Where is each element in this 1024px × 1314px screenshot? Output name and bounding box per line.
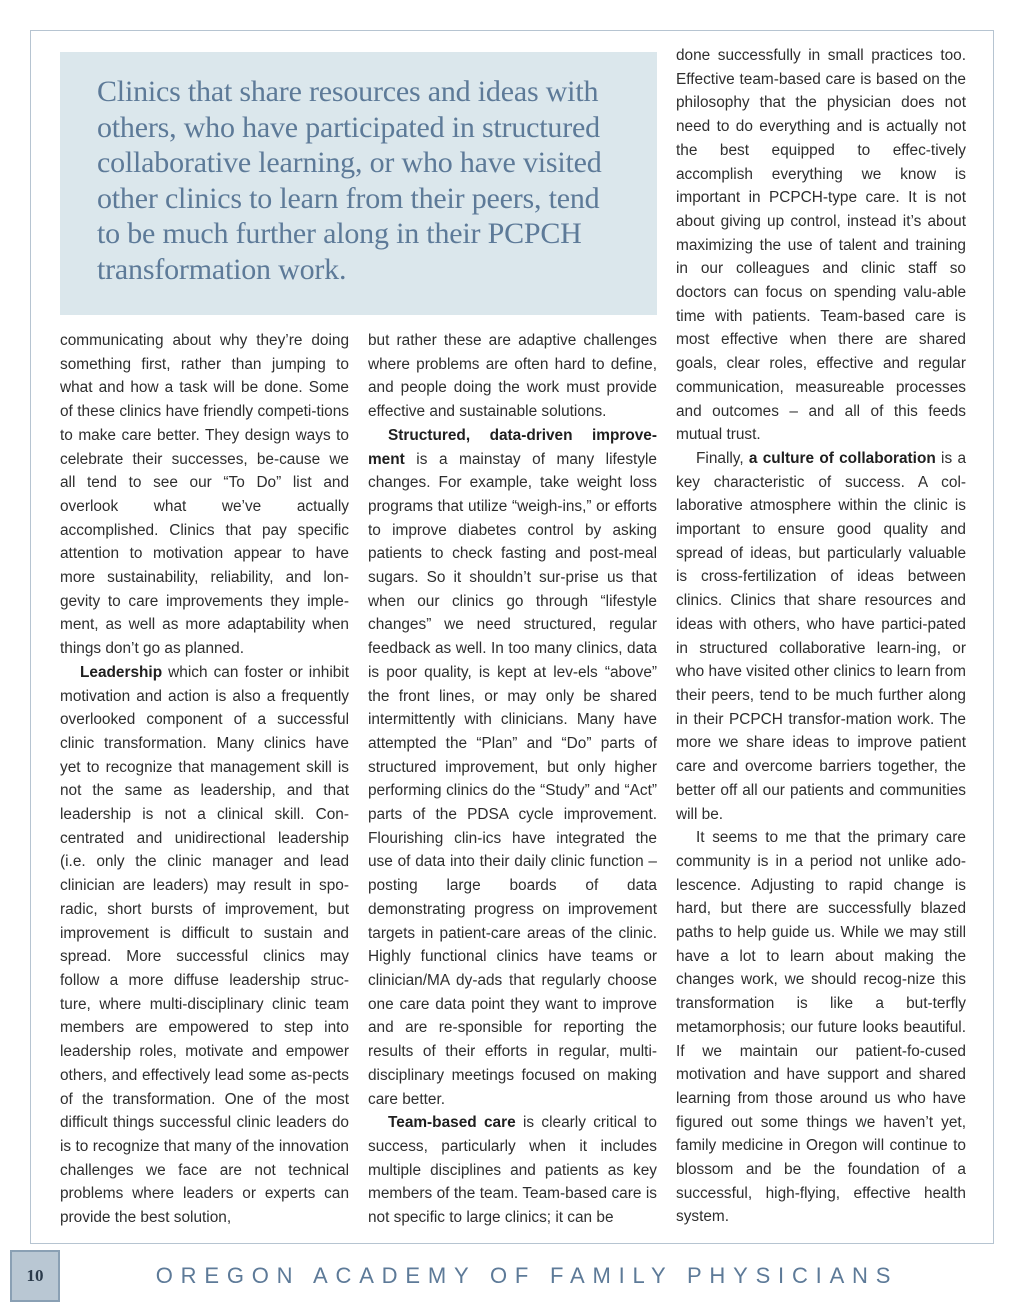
paragraph-text: is a key characteristic of success. A col-laborative atmosphere within the clinic is important to ensure good quality and spread of ideas, but particularly valuable is cross-fertilization of ideas between clinics. Clinics that share resources and ideas with others, who have partici-pated in structured collaborative learn-ing, or who have visited other clinics to learn from their peers, tend to be much further along in their PCPCH transfor-mation work. The more we share ideas to improve patient care and overcome barriers together, the better off all our patients and communities will be. [676,449,966,823]
paragraph: communicating about why they’re doing something first, rather than jumping to what and how a task will be done. Some of these clinics have friendly competi-tions to make care better. They design ways to celebrate their successes, be-cause we all tend to see our “To Do” list and overlook what we’ve actually accomplished. Clinics that pay specific attention to motivation appear to have more sustainability, reliability, and lon-gevity to care improvements they imple-ment, as well as more adaptability when things don’t go as planned. [60,332,349,658]
article-column-1 [60,329,349,1230]
bold-term-culture-of-collaboration: a culture of collaboration [748,449,936,467]
article-column-2 [368,329,657,1230]
paragraph-data-driven [368,424,657,1111]
page-number-badge: 10 [10,1250,60,1302]
bold-term-leadership: Leadership [80,663,163,681]
paragraph-text: Finally, [696,449,749,467]
article-column-3 [676,44,966,1229]
paragraph-text: which can foster or inhibit motivation and action is also a frequently overlooked component of a successful clinic transformation. Many clinics have yet to recognize that management skill is not the same as leadership, and that leadership is not a clinical skill. Con-centrated and unidirectional leadership (i.e. only the clinic manager and lead clinician are leaders) may result in spo-radic, short bursts of improvement, but improvement is difficult to sustain and spread. More successful clinics may follow a more diffuse leadership struc-ture, where multi-disciplinary clinic team members are empowered to step into leadership roles, motivate and empower others, and effectively lead some as-pects of the transformation. One of the most difficult things successful clinic leaders do is to recognize that many of the innovation challenges we face are not technical problems where leaders or experts can provide the best solution, [60,663,349,1227]
bold-term-structured-improvement: Structured, data-driven improve-ment [368,426,657,468]
paragraph-conclusion: It seems to me that the primary care community is in a period not unlike ado-lescence. Adjusting to rapid change is hard, but there are successfully blazed paths to help guide us. While we may still have a lot to learn about making the changes work, we should recog-nize this transformation is like a but-terfly metamorphosis; our future looks beautiful. If we maintain our patient-fo-cused motivation and have support and shared learning from those around us who have figured out some things we haven’t yet, family medicine in Oregon will continue to blossom and be the foundation of a successful, high-flying, effective health system. [676,829,966,1226]
paragraph: done successfully in small practices too. Effective team-based care is based on the philosophy that the physician does not need to do everything and is actually not the best equipped to effec-tively accomplish everything we know is important in PCPCH-type care. It is not about giving up control, instead it’s about maximizing the use of talent and training in our colleagues and clinic staff so doctors can focus on spending valu-able time with patients. Team-based care is most effective when there are shared goals, clear roles, effective and regular communication, measureable processes and outcomes – and all of this feeds mutual trust. [676,47,966,444]
paragraph-leadership [60,661,349,1230]
paragraph-collaboration [676,447,966,826]
pull-quote-box [60,52,657,315]
footer-organization-name: OREGON ACADEMY OF FAMILY PHYSICIANS [155,1263,899,1288]
pull-quote-text: Clinics that share resources and ideas with others, who have participated in structured collaborative learning, or who have visited other clinics to learn from their peers, tend to be much further along in their PCPCH transformation work. [97,75,602,286]
paragraph: but rather these are adaptive challenges where problems are often hard to define, and people doing the work must provide effective and sustainable solutions. [368,332,657,421]
paragraph-text: is a mainstay of many lifestyle changes. For example, take weight loss programs that utilize “weigh-ins,” or efforts to improve diabetes control by asking patients to check fasting and post-meal sugars. So it shouldn’t sur-prise us that when our clinics go through “lifestyle changes” we need structured, regular feedback as well. In too many clinics, data is poor quality, is kept at lev-els “above” the front lines, or may only be shared intermittently with clinicians. Many have attempted the “Plan” and “Do” parts of structured improvement, but only higher performing clinics do the “Study” and “Act” parts of the PDSA cycle improvement. Flourishing clin-ics have integrated the use of data into their daily clinic function – posting large boards of data demonstrating progress on improvement targets in patient-care areas of the clinic. Highly functional clinics have teams or clinician/MA dy-ads that regularly choose one care data point they want to improve and are re-sponsible for reporting the results of their efforts in regular, multi-disciplinary meetings focused on making care better. [368,450,657,1108]
paragraph-team-based-care [368,1111,657,1230]
paragraph-text: is clearly critical to success, particularly when it includes multiple disciplines and patients as key members of the team. Team-based care is not specific to large clinics; it can be [368,1114,657,1227]
bold-term-team-based-care: Team-based care [388,1114,516,1132]
